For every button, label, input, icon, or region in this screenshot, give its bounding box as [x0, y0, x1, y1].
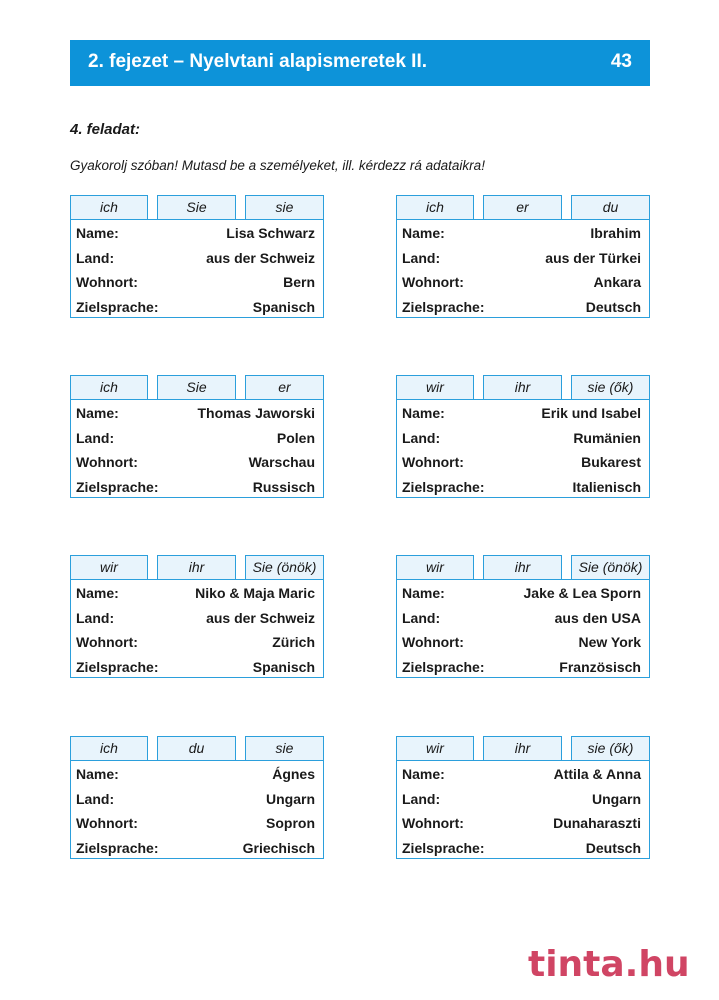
field-label: Wohnort: — [402, 454, 464, 471]
person-info — [70, 219, 324, 318]
person-card — [396, 375, 650, 498]
pronoun-tab: ich — [70, 195, 148, 219]
info-row — [402, 475, 641, 500]
info-row — [76, 762, 315, 787]
person-card — [396, 195, 650, 318]
field-value: Ungarn — [592, 790, 641, 807]
field-value: Deutsch — [585, 839, 641, 856]
field-label: Land: — [402, 429, 441, 446]
pronoun-tab: sie (ők) — [571, 375, 650, 399]
field-value: aus der Schweiz — [206, 609, 315, 626]
field-label: Name: — [76, 225, 119, 242]
info-row — [76, 581, 315, 606]
info-row — [76, 426, 315, 451]
field-value: Deutsch — [585, 298, 641, 315]
pronoun-tabs — [70, 195, 324, 219]
field-value: New York — [578, 634, 641, 651]
field-value: Spanisch — [252, 658, 315, 675]
field-label: Name: — [76, 766, 119, 783]
tinta-logo — [526, 938, 696, 988]
field-label: Land: — [76, 609, 115, 626]
field-value: Dunaharaszti — [553, 815, 641, 832]
info-row — [76, 836, 315, 861]
person-card — [70, 555, 324, 678]
info-row — [76, 246, 315, 271]
field-value: Ágnes — [272, 766, 315, 783]
info-row — [402, 221, 641, 246]
field-value: Ungarn — [266, 790, 315, 807]
field-value: Zürich — [272, 634, 315, 651]
field-value: aus den USA — [554, 609, 641, 626]
field-value: Erik und Isabel — [541, 405, 641, 422]
pronoun-tab: ich — [70, 736, 148, 760]
field-label: Wohnort: — [402, 634, 464, 651]
person-info — [70, 760, 324, 859]
info-row — [402, 630, 641, 655]
field-label: Zielsprache: — [76, 839, 159, 856]
pronoun-tab: Sie (önök) — [571, 555, 650, 579]
info-row — [402, 270, 641, 295]
info-row — [76, 475, 315, 500]
pronoun-tabs — [396, 736, 650, 760]
field-value: Spanisch — [252, 298, 315, 315]
person-info — [396, 760, 650, 859]
field-value: Niko & Maja Maric — [195, 585, 315, 602]
pronoun-tab: du — [157, 736, 236, 760]
info-row — [76, 630, 315, 655]
info-row — [76, 270, 315, 295]
field-value: Ankara — [593, 274, 641, 291]
pronoun-tab: sie (ők) — [571, 736, 650, 760]
field-label: Zielsprache: — [402, 839, 485, 856]
info-row — [402, 295, 641, 320]
field-label: Wohnort: — [76, 815, 138, 832]
pronoun-tab: ihr — [483, 375, 562, 399]
task-title: 4. feladat: — [70, 121, 141, 138]
info-row — [76, 811, 315, 836]
pronoun-tab: ich — [70, 375, 148, 399]
field-value: Russisch — [252, 478, 315, 495]
person-info — [70, 579, 324, 678]
info-row — [402, 836, 641, 861]
field-value: Französisch — [559, 658, 641, 675]
page-number: 43 — [610, 51, 632, 72]
field-label: Wohnort: — [76, 274, 138, 291]
field-value: Jake & Lea Sporn — [523, 585, 641, 602]
pronoun-tabs — [396, 375, 650, 399]
field-label: Zielsprache: — [402, 478, 485, 495]
field-value: Sopron — [266, 815, 315, 832]
person-card — [396, 555, 650, 678]
pronoun-tab: wir — [396, 736, 474, 760]
task-instruction: Gyakorolj szóban! Mutasd be a személyeket, ill. kérdezz rá adataikra! — [70, 158, 485, 173]
field-value: Thomas Jaworski — [197, 405, 315, 422]
info-row — [76, 606, 315, 631]
field-label: Land: — [76, 790, 115, 807]
chapter-title: 2. fejezet – Nyelvtani alapismeretek II. — [88, 51, 428, 72]
field-label: Land: — [402, 249, 441, 266]
info-row — [402, 655, 641, 680]
field-value: aus der Türkei — [545, 249, 641, 266]
info-row — [402, 401, 641, 426]
field-label: Wohnort: — [402, 274, 464, 291]
info-row — [76, 655, 315, 680]
pronoun-tab: ihr — [483, 555, 562, 579]
field-value: Polen — [276, 429, 315, 446]
person-info — [70, 399, 324, 498]
pronoun-tab: er — [483, 195, 562, 219]
person-card — [70, 375, 324, 498]
field-label: Wohnort: — [402, 815, 464, 832]
person-card — [70, 195, 324, 318]
pronoun-tab: wir — [396, 555, 474, 579]
person-card — [70, 736, 324, 859]
field-value: Bukarest — [581, 454, 641, 471]
field-value: Italienisch — [572, 478, 641, 495]
field-label: Zielsprache: — [76, 478, 159, 495]
pronoun-tabs — [70, 736, 324, 760]
pronoun-tabs — [396, 195, 650, 219]
field-label: Name: — [402, 225, 445, 242]
info-row — [402, 246, 641, 271]
field-label: Name: — [402, 585, 445, 602]
logo-text: tinta.hu — [528, 944, 690, 985]
info-row — [76, 450, 315, 475]
pronoun-tab: Sie (önök) — [245, 555, 324, 579]
field-value: Attila & Anna — [553, 766, 641, 783]
info-row — [402, 581, 641, 606]
info-row — [76, 787, 315, 812]
pronoun-tab: Sie — [157, 195, 236, 219]
field-label: Wohnort: — [76, 454, 138, 471]
field-label: Land: — [402, 609, 441, 626]
pronoun-tab: Sie — [157, 375, 236, 399]
pronoun-tab: wir — [70, 555, 148, 579]
field-label: Land: — [76, 429, 115, 446]
field-label: Zielsprache: — [76, 298, 159, 315]
field-label: Zielsprache: — [402, 658, 485, 675]
person-card — [396, 736, 650, 859]
field-value: Warschau — [248, 454, 315, 471]
field-label: Name: — [402, 766, 445, 783]
person-info — [396, 219, 650, 318]
field-label: Name: — [402, 405, 445, 422]
field-label: Land: — [76, 249, 115, 266]
field-value: Ibrahim — [590, 225, 641, 242]
pronoun-tab: sie — [245, 195, 324, 219]
pronoun-tab: du — [571, 195, 650, 219]
field-label: Wohnort: — [76, 634, 138, 651]
info-row — [402, 606, 641, 631]
pronoun-tabs — [70, 555, 324, 579]
field-label: Name: — [76, 405, 119, 422]
pronoun-tab: wir — [396, 375, 474, 399]
person-info — [396, 399, 650, 498]
chapter-header — [70, 40, 650, 86]
person-info — [396, 579, 650, 678]
info-row — [76, 401, 315, 426]
info-row — [76, 221, 315, 246]
pronoun-tab: ich — [396, 195, 474, 219]
field-label: Zielsprache: — [402, 298, 485, 315]
field-value: Bern — [283, 274, 315, 291]
field-value: aus der Schweiz — [206, 249, 315, 266]
pronoun-tab: ihr — [483, 736, 562, 760]
pronoun-tabs — [70, 375, 324, 399]
info-row — [402, 762, 641, 787]
info-row — [402, 811, 641, 836]
pronoun-tab: er — [245, 375, 324, 399]
info-row — [402, 787, 641, 812]
info-row — [76, 295, 315, 320]
field-label: Zielsprache: — [76, 658, 159, 675]
field-value: Griechisch — [242, 839, 315, 856]
info-row — [402, 426, 641, 451]
pronoun-tabs — [396, 555, 650, 579]
field-value: Rumänien — [573, 429, 641, 446]
field-label: Name: — [76, 585, 119, 602]
info-row — [402, 450, 641, 475]
pronoun-tab: sie — [245, 736, 324, 760]
field-value: Lisa Schwarz — [226, 225, 315, 242]
pronoun-tab: ihr — [157, 555, 236, 579]
field-label: Land: — [402, 790, 441, 807]
